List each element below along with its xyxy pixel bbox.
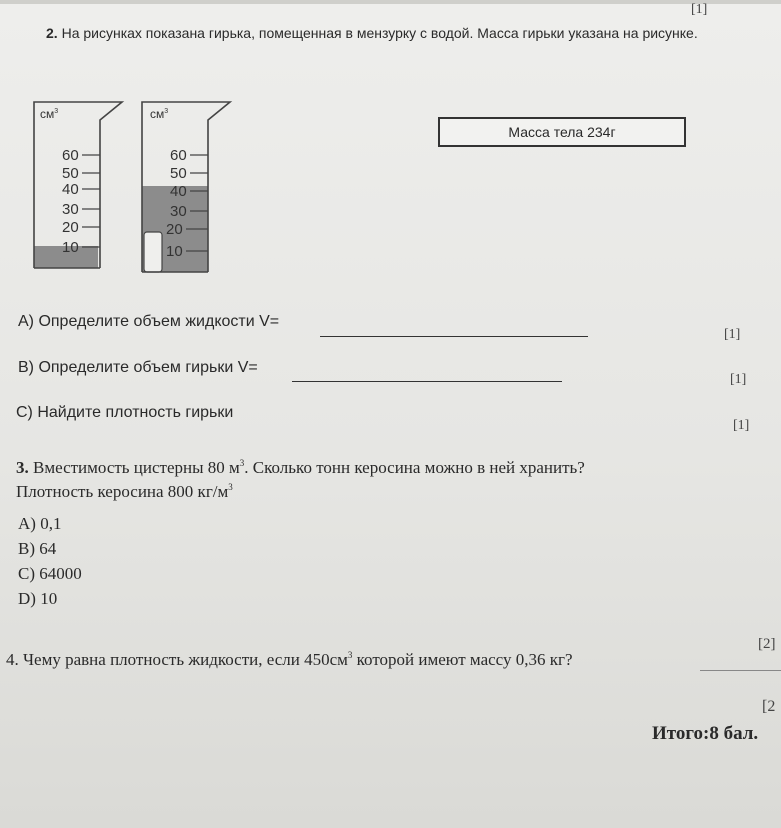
total-score: Итого:8 бал. <box>652 723 759 744</box>
right-tick-20: 20 <box>166 221 183 238</box>
mark-b: [1] <box>730 372 747 387</box>
right-unit: $см^3$ <box>150 107 169 121</box>
part-a-answer-line[interactable] <box>320 336 588 337</box>
left-measuring-cylinder <box>28 96 128 276</box>
part-b-answer-line[interactable] <box>292 381 562 382</box>
question-2-number: 2. <box>46 25 58 41</box>
mark-a: [1] <box>724 327 741 342</box>
right-measuring-cylinder <box>136 96 236 276</box>
question-3-number: 3. <box>16 458 29 477</box>
question-2-text: На рисунках показана гирька, помещенная в мензурку с водой. Масса гирьки указана на рисунке. <box>61 25 698 41</box>
page-top-edge <box>0 0 781 4</box>
right-tick-60: 60 <box>170 147 187 164</box>
left-tick-60: 60 <box>62 147 79 164</box>
weight <box>144 232 162 272</box>
question-4-answer-line[interactable] <box>700 670 781 671</box>
mark-c: [1] <box>733 418 750 433</box>
left-unit: $см^3$ <box>40 107 59 121</box>
mark-top: [1] <box>691 2 708 17</box>
part-b-text: В) Определите объем гирьки V= <box>18 359 258 376</box>
left-tick-40: 40 <box>62 181 79 198</box>
option-a[interactable]: A) 0,1 <box>18 514 62 533</box>
mass-box: Масса тела 234г <box>438 117 686 147</box>
part-a-text: А) Определите объем жидкости V= <box>18 313 280 330</box>
question-3-line-1: 3. Вместимость цистерны 80 $м^3$. Сколько тонн керосина можно в ней хранить? <box>16 458 585 477</box>
left-tick-20: 20 <box>62 219 79 236</box>
right-tick-10: 10 <box>166 243 183 260</box>
part-c-text: С) Найдите плотность гирьки <box>16 404 234 421</box>
right-tick-30: 30 <box>170 203 187 220</box>
mark-bottom: [2 <box>762 698 776 715</box>
right-tick-40: 40 <box>170 183 187 200</box>
option-c[interactable]: C) 64000 <box>18 564 82 583</box>
option-d[interactable]: D) 10 <box>18 589 58 608</box>
left-tick-10: 10 <box>62 239 79 256</box>
left-tick-50: 50 <box>62 165 79 182</box>
option-b[interactable]: B) 64 <box>18 539 57 558</box>
question-2 <box>46 24 746 42</box>
question-4: 4. Чему равна плотность жидкости, если $450см^3$ которой имеют массу 0,36 кг? <box>6 650 573 669</box>
mark-q4: [2] <box>758 636 776 652</box>
right-tick-50: 50 <box>170 165 187 182</box>
question-3-line-2: Плотность керосина 800 $кг/м^3$ <box>16 482 233 501</box>
left-tick-30: 30 <box>62 201 79 218</box>
